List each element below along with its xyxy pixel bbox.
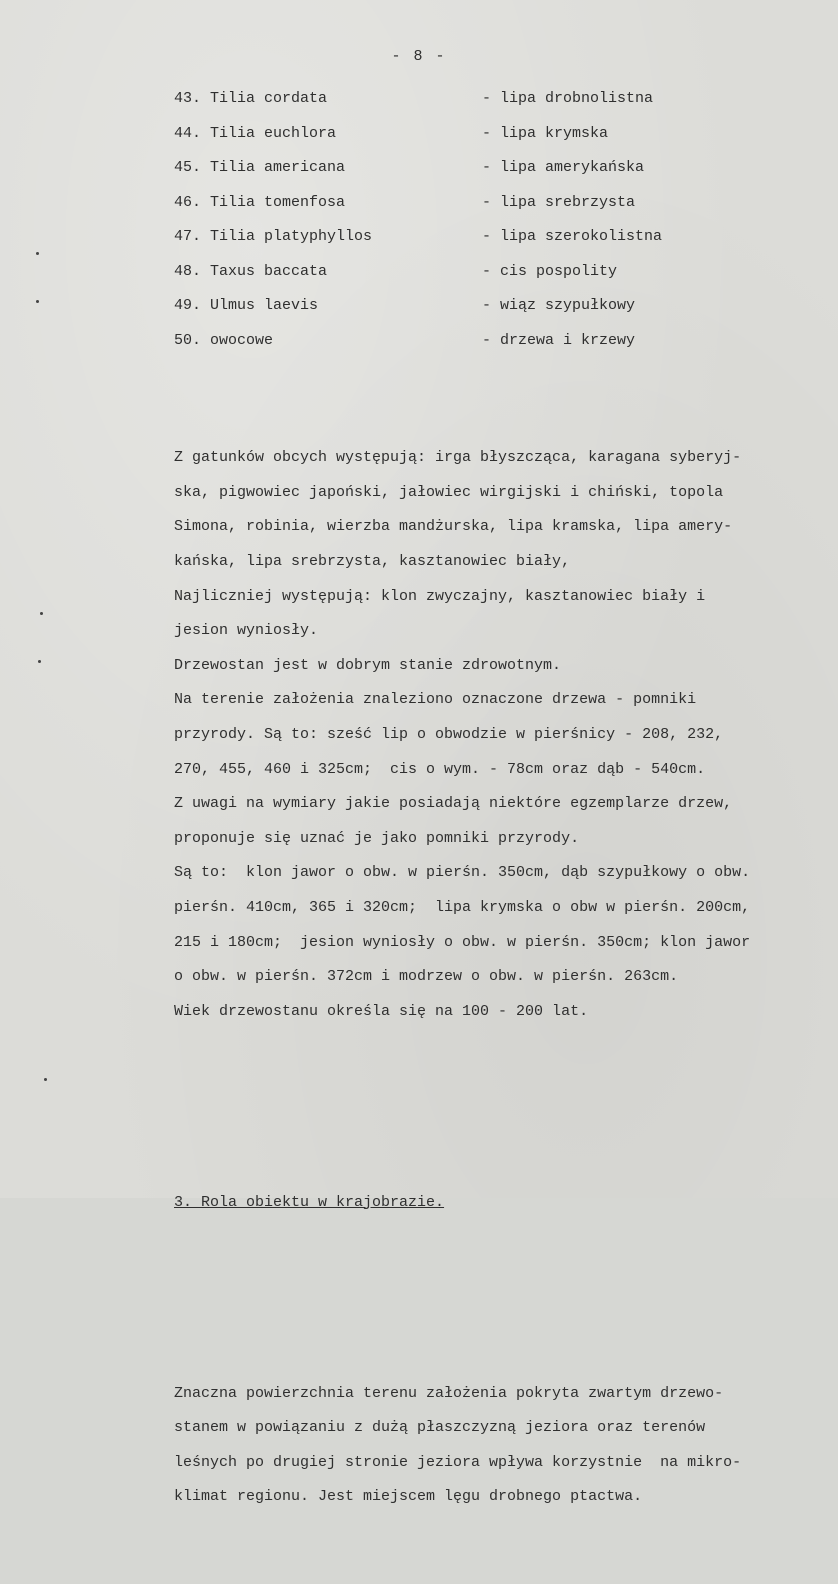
page-number: - 8 -	[391, 48, 447, 65]
species-polish-name: - wiąz szypułkowy	[482, 297, 636, 314]
text-line: Znaczna powierzchnia terenu założenia pokryta zwartym drzewo-	[174, 1384, 724, 1402]
text-line: 215 i 180cm; jesion wyniosły o obw. w pierśn. 350cm; klon jawor	[174, 933, 751, 951]
text-line: Najliczniej występują: klon zwyczajny, kasztanowiec biały i	[174, 587, 706, 605]
text-line: kańska, lipa srebrzysta, kasztanowiec biały,	[174, 552, 571, 570]
species-polish-name: - lipa drobnolistna	[482, 90, 654, 107]
text-line: Z gatunków obcych występują: irga błyszcząca, karagana syberyj-	[174, 449, 742, 467]
species-latin-name: 47. Tilia platyphyllos	[174, 228, 373, 245]
margin-dot	[44, 1078, 47, 1081]
species-latin-name: 46. Tilia tomenfosa	[174, 193, 346, 211]
species-polish-name: - lipa amerykańska	[482, 159, 645, 176]
species-latin-name: 50. owocowe	[174, 331, 274, 349]
text-line: jesion wyniosły.	[174, 622, 319, 640]
species-latin-name: 49. Ulmus laevis	[174, 297, 319, 314]
text-line: o obw. w pierśn. 372cm i modrzew o obw. w pierśn. 263cm.	[174, 968, 679, 986]
species-latin-name: 43. Tilia cordata	[174, 90, 328, 107]
body-paragraph	[174, 441, 814, 1029]
species-latin-name: 48. Taxus baccata	[174, 262, 328, 280]
species-polish-name: - lipa szerokolistna	[482, 228, 663, 245]
text-line: Z uwagi na wymiary jakie posiadają niektóre egzemplarze drzew,	[174, 795, 733, 813]
body-text	[174, 372, 814, 1584]
text-line: pierśn. 410cm, 365 i 320cm; lipa krymska o obw w pierśn. 200cm,	[174, 898, 751, 916]
margin-dot	[36, 252, 39, 255]
margin-dot	[40, 612, 43, 615]
text-line: Wiek drzewostanu określa się na 100 - 200 lat.	[174, 1002, 589, 1020]
species-polish-name: - cis pospolity	[482, 262, 618, 280]
text-line: proponuje się uznać je jako pomniki przyrody.	[174, 829, 580, 847]
species-polish-name: - drzewa i krzewy	[482, 331, 636, 349]
text-line: przyrody. Są to: sześć lip o obwodzie w pierśnicy - 208, 232,	[174, 725, 724, 743]
margin-dot	[36, 300, 39, 303]
species-polish-name: - lipa krymska	[482, 124, 609, 142]
species-polish-name: - lipa srebrzysta	[482, 193, 636, 211]
species-latin-name: 45. Tilia americana	[174, 159, 346, 176]
section-heading: 3. Rola obiektu w krajobrazie.	[174, 1193, 445, 1211]
text-line: Drzewostan jest w dobrym stanie zdrowotnym.	[174, 656, 562, 674]
text-line: ska, pigwowiec japoński, jałowiec wirgijski i chiński, topola	[174, 483, 724, 501]
margin-dot	[38, 660, 41, 663]
section-paragraph	[174, 1377, 814, 1515]
species-latin-name: 44. Tilia euchlora	[174, 124, 337, 142]
text-line: klimat regionu. Jest miejscem lęgu drobnego ptactwa.	[174, 1488, 643, 1506]
text-line: leśnych po drugiej stronie jeziora wpływa korzystnie na mikro-	[174, 1453, 742, 1471]
text-line: stanem w powiązaniu z dużą płaszczyzną jeziora oraz terenów	[174, 1419, 706, 1437]
text-line: Są to: klon jawor o obw. w pierśn. 350cm, dąb szypułkowy o obw.	[174, 864, 751, 882]
text-line: Na terenie założenia znaleziono oznaczone drzewa - pomniki	[174, 691, 697, 709]
text-line: Simona, robinia, wierzba mandżurska, lipa kramska, lipa amery-	[174, 518, 733, 536]
text-line: 270, 455, 460 i 325cm; cis o wym. - 78cm oraz dąb - 540cm.	[174, 760, 706, 778]
